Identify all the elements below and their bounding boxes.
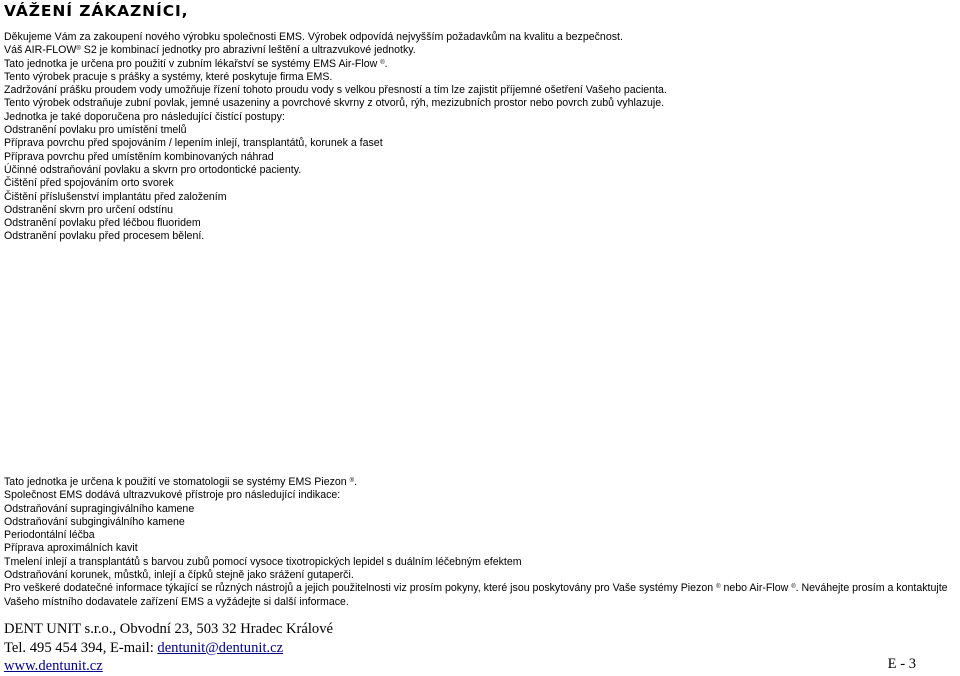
- page-number: E - 3: [887, 656, 916, 672]
- registered-mark: ®: [716, 584, 721, 591]
- registered-mark: ®: [349, 478, 355, 484]
- indication-item: Příprava aproximálních kavit: [4, 542, 138, 555]
- intro-line: Tento výrobek odstraňuje zubní povlak, jemné usazeniny a povrchové skvrny z otvorů, rýh, mezizubních prostor nebo povrch zubů vyhlazuje.: [4, 97, 665, 110]
- procedure-item: Příprava povrchu před umístěním kombinovaných náhrad: [4, 150, 274, 163]
- indication-item: Periodontální léčba: [4, 529, 95, 542]
- intro-line: Tato jednotka je určena pro použití v zubním lékařství se systémy EMS Air-Flow ®.: [4, 57, 388, 70]
- intro-line: Váš AIR-FLOW® S2 je kombinací jednotky pro abrazivní leštění a ultrazvukové jednotky.: [4, 44, 416, 57]
- footer: [4, 620, 956, 676]
- intro-line: Tento výrobek pracuje s prášky a systémy, které poskytuje firma EMS.: [4, 70, 333, 83]
- piezon-line: Tato jednotka je určena k použití ve stomatologii se systémy EMS Piezon ®.: [4, 476, 358, 488]
- indication-item: Tmelení inlejí a transplantátů s barvou zubů pomocí vysoce tixotropických lepidel s duálním léčebným efektem: [4, 555, 522, 568]
- procedure-item: Odstranění povlaku před procesem bělení.: [4, 230, 205, 243]
- indication-item: Odstraňování supragingiválního kamene: [4, 502, 195, 515]
- procedure-item: Příprava povrchu před spojováním / lepením inlejí, transplantátů, korunek a faset: [4, 137, 383, 150]
- indication-item: Odstraňování korunek, můstků, inlejí a čípků stejně jako srážení gutaperči.: [4, 569, 354, 582]
- intro-section: [4, 31, 956, 244]
- procedure-item: Čištění příslušenství implantátu před založením: [4, 190, 227, 203]
- procedure-item: Odstranění povlaku před léčbou fluoridem: [4, 217, 201, 230]
- website-link[interactable]: www.dentunit.cz: [4, 658, 103, 674]
- procedure-item: Účinné odstraňování povlaku a skvrn pro ortodontické pacienty.: [4, 163, 302, 176]
- page-title: VÁŽENÍ ZÁKAZNÍCI,: [4, 2, 189, 20]
- piezon-section: [4, 476, 956, 609]
- intro-line: Jednotka je také doporučena pro následující čistící postupy:: [4, 110, 285, 123]
- registered-mark: ®: [791, 584, 796, 591]
- footer-contact: Tel. 495 454 394, E-mail: dentunit@dentunit.cz: [4, 639, 284, 656]
- piezon-line: Společnost EMS dodává ultrazvukové přístroje pro následující indikace:: [4, 489, 341, 502]
- piezon-info-paragraph: Pro veškeré dodatečné informace týkající se různých nástrojů a jejich použitelnosti viz prosím pokyny, které jsou poskytovány pro Vaše systémy Piezon ® nebo Air-Flow ®. Neváhejte prosím a kontaktujte Vašeho místního dodavatele zařízení EMS a vyžádejte si další informace.: [4, 582, 948, 608]
- intro-line: Zadržování prášku proudem vody umožňuje řízení tohoto proudu vody s velkou přesností a tím lze zajistit příjemné ošetření Vašeho pacienta.: [4, 84, 667, 97]
- intro-line: Děkujeme Vám za zakoupení nového výrobku společnosti EMS. Výrobek odpovídá nejvyšším požadavkům na kvalitu a bezpečnost.: [4, 31, 623, 43]
- procedure-item: Čištění před spojováním orto svorek: [4, 177, 174, 190]
- email-link[interactable]: dentunit@dentunit.cz: [157, 639, 284, 656]
- footer-company: DENT UNIT s.r.o., Obvodní 23, 503 32 Hradec Králové: [4, 621, 333, 637]
- registered-mark: ®: [76, 46, 81, 53]
- indication-item: Odstraňování subgingiválního kamene: [4, 515, 185, 528]
- procedure-item: Odstranění povlaku pro umístění tmelů: [4, 124, 187, 137]
- procedure-item: Odstranění skvrn pro určení odstínu: [4, 203, 173, 216]
- registered-mark: ®: [380, 59, 385, 66]
